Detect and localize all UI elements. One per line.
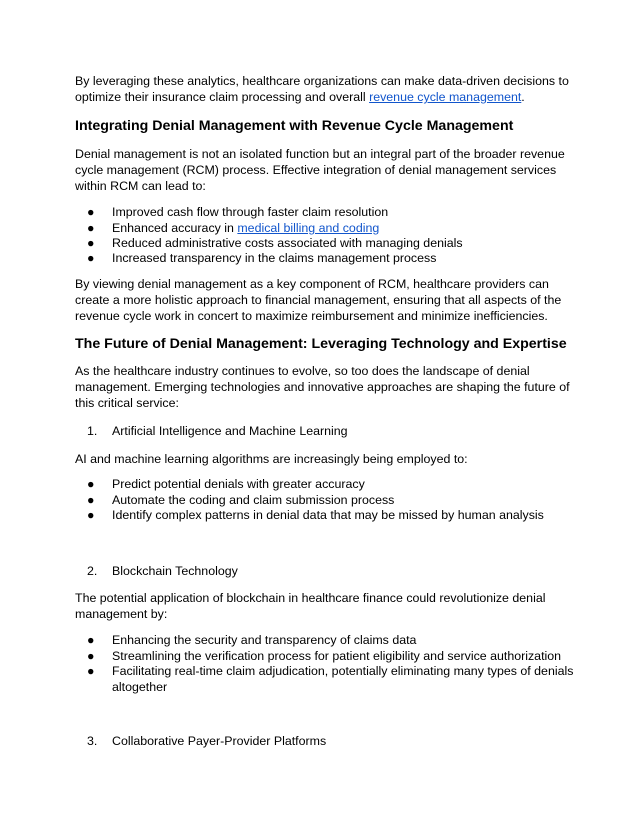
bullet-marker: ● xyxy=(87,664,95,678)
list-item: ● Reduced administrative costs associated with managing denials xyxy=(87,236,463,250)
list-item: ● Identify complex patterns in denial data that may be missed by human analysis xyxy=(87,508,544,522)
list-item: ● Improved cash flow through faster claim resolution xyxy=(87,205,389,219)
section-heading-integrating: Integrating Denial Management with Revenue Cycle Management xyxy=(75,118,514,134)
list-number: 2. xyxy=(87,564,98,578)
list-item: ● Enhancing the security and transparency of claims data xyxy=(87,633,417,647)
numbered-item-2: 2. Blockchain Technology xyxy=(87,564,238,578)
bullet-marker: ● xyxy=(87,236,95,250)
revenue-cycle-management-link[interactable]: revenue cycle management xyxy=(369,90,522,104)
medical-billing-and-coding-link[interactable]: medical billing and coding xyxy=(237,221,380,235)
list-item: ● Predict potential denials with greater accuracy xyxy=(87,477,365,491)
section2-paragraph-1: As the healthcare industry continues to evolve, so too does the landscape of denial management. Emerging technologies and innovative approaches are shaping the future of this critical service: xyxy=(75,364,570,410)
bullet-marker: ● xyxy=(87,649,95,663)
bullet-marker: ● xyxy=(87,221,95,235)
bullet-marker: ● xyxy=(87,205,95,219)
list-item: ● Enhanced accuracy in medical billing and coding xyxy=(87,221,380,235)
blockchain-intro-paragraph: The potential application of blockchain in healthcare finance could revolutionize denial management by: xyxy=(75,591,546,621)
bullet-marker: ● xyxy=(87,251,95,265)
list-item: ● Increased transparency in the claims management process xyxy=(87,251,437,265)
list-item: ● Facilitating real-time claim adjudication, potentially eliminating many types of denials altogether xyxy=(87,664,574,694)
numbered-item-1: 1. Artificial Intelligence and Machine Learning xyxy=(87,424,348,438)
section1-paragraph-2: By viewing denial management as a key component of RCM, healthcare providers can create a more holistic approach to financial management, ensuring that all aspects of the revenue cycle work in concert to maximize reimbursement and minimize inefficiencies. xyxy=(75,277,562,323)
bullet-marker: ● xyxy=(87,633,95,647)
intro-paragraph xyxy=(75,73,575,105)
list-item: ● Automate the coding and claim submission process xyxy=(87,493,395,507)
section1-paragraph-1: Denial management is not an isolated function but an integral part of the broader revenue cycle management (RCM) process. Effective integration of denial management services within RCM can lead to: xyxy=(75,147,565,193)
list-item: ● Streamlining the verification process for patient eligibility and service authorization xyxy=(87,649,562,663)
list-number: 1. xyxy=(87,424,98,438)
bullet-marker: ● xyxy=(87,477,95,491)
ai-intro-paragraph: AI and machine learning algorithms are increasingly being employed to: xyxy=(75,452,468,466)
intro-period: . xyxy=(521,90,525,104)
intro-text: By leveraging these analytics, healthcare organizations can make data-driven decisions to optimize their insurance claim processing and overall xyxy=(75,74,569,104)
bullet-marker: ● xyxy=(87,508,95,522)
list-number: 3. xyxy=(87,734,98,748)
bullet-marker: ● xyxy=(87,493,95,507)
section-heading-future: The Future of Denial Management: Leveraging Technology and Expertise xyxy=(75,336,567,352)
numbered-item-3: 3. Collaborative Payer-Provider Platforms xyxy=(87,734,327,748)
